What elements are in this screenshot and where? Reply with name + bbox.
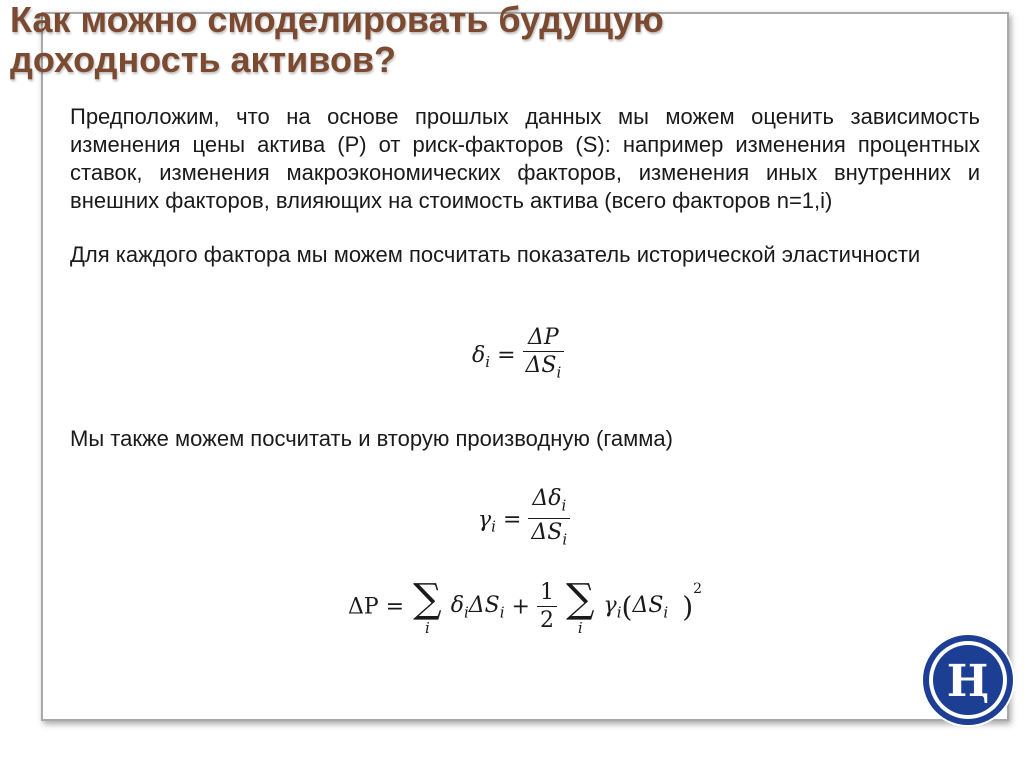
- delta-subscript: i: [485, 353, 491, 372]
- sum-2: ∑ i: [565, 576, 595, 637]
- taylor-lhs: ΔP =: [348, 594, 405, 620]
- gamma-subscript: i: [491, 517, 496, 536]
- taylor-formula: ΔP = ∑ i $\delta_i\Delta S_i$ + $\frac{1}{2}$ ∑ i $\gamma_i(\Delta S_i$ )$^2$: [348, 576, 703, 637]
- delta-denominator: $\Delta S_i$: [523, 351, 565, 386]
- power-exponent: 2: [693, 581, 703, 597]
- hse-logo-icon: [918, 630, 1018, 730]
- title-line-1: Как можно смоделировать будущую: [10, 0, 664, 40]
- svg-text:Ң: Ң: [946, 656, 990, 707]
- delta-formula: $\delta_i$ = $\frac{\Delta P}{\Delta S_i}$: [472, 325, 564, 386]
- gamma-numerator: $\Delta\delta_i$: [532, 486, 567, 515]
- gamma-symbol: γ: [478, 507, 492, 533]
- plus-sign: +: [511, 594, 530, 620]
- delta-numerator: ΔP: [528, 325, 559, 350]
- taylor-term-2: $\gamma_i$: [603, 592, 622, 622]
- slide-title: [10, 0, 1010, 80]
- gamma-formula: $\gamma_i$ = $\frac{\Delta\delta_i}{\Delta S_i}$: [478, 486, 570, 554]
- paragraph-assumption: Предположим, что на основе прошлых данных мы можем оценить зависимость изменения цены актива (Р) от риск-факторов (S): например изменения процентных ставок, изменения макроэкономических факторов, изменения иных внутренних и внешних факторов, влияющих на стоимость актива (всего факторов n=1,i): [70, 104, 980, 213]
- delta-symbol: δ: [472, 343, 486, 369]
- sum-1: ∑ i: [413, 576, 442, 637]
- gamma-denominator: $\Delta S_i$: [528, 518, 570, 553]
- gamma-fraction: [528, 486, 570, 554]
- delta-fraction: [523, 325, 565, 386]
- title-line-2: доходность активов?: [10, 39, 397, 80]
- paragraph-elasticity: Для каждого фактора мы можем посчитать показатель исторической эластичности: [70, 242, 921, 267]
- paragraph-gamma: Мы также можем посчитать и вторую производную (гамма): [70, 426, 673, 451]
- taylor-term-1: $\delta_i\Delta S_i$: [450, 592, 505, 622]
- half-fraction: $\frac{1}{2}$: [537, 580, 557, 635]
